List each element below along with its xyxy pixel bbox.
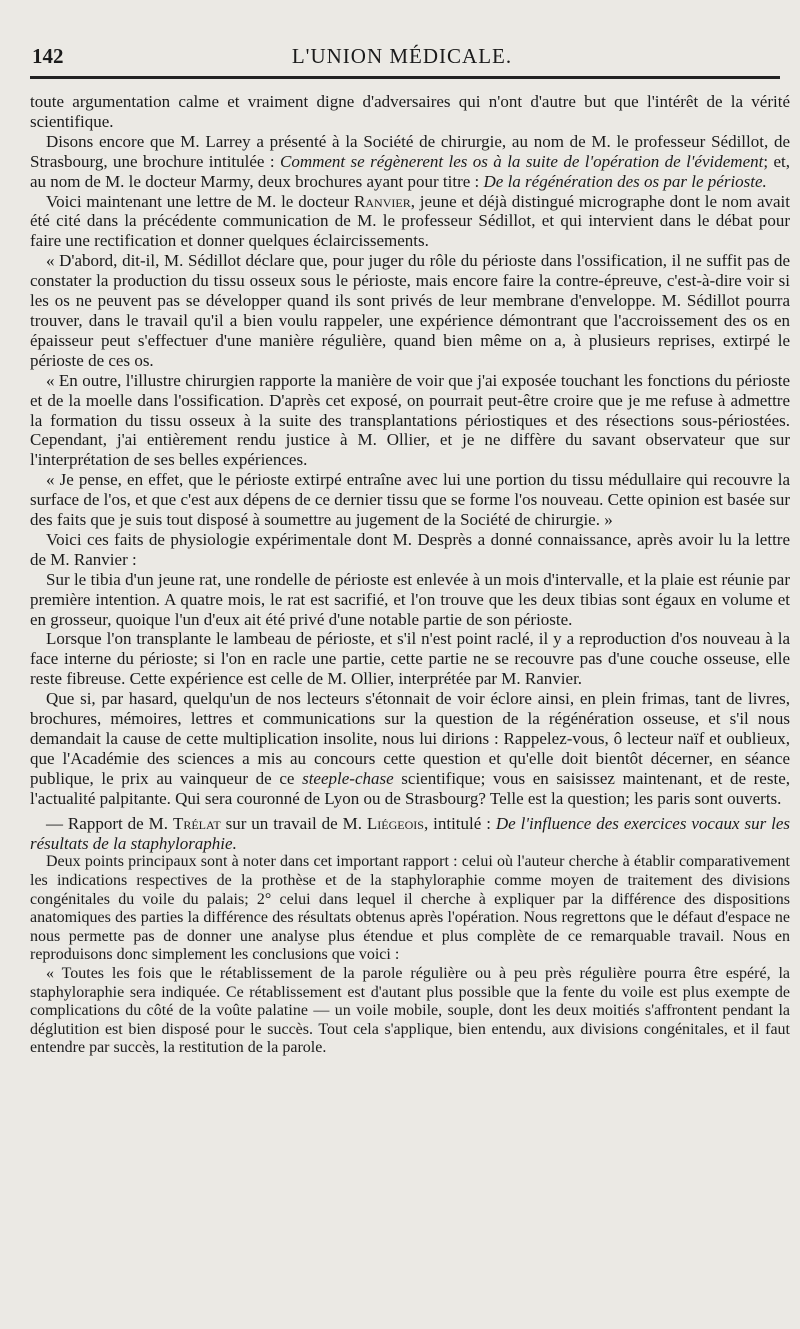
paragraph-text: « Je pense, en effet, que le périoste extirpé entraîne avec lui une portion du tissu médullaire qui recouvre la surface de l'os, et que c'est aux dépens de ce dernier tissu que se forme l'os nouveau. Cette opinion est basée sur des faits que je suis tout disposé à soumettre au jugement de la Société de chirurgie. » bbox=[30, 470, 790, 530]
paragraph-text: ; et, au nom de M. le docteur Marmy, deux brochures ayant pour titre : bbox=[30, 151, 790, 191]
paragraph-text: , jeune et déjà distingué micrographe dont le nom avait été cité dans la précédente communication de M. le professeur Sédillot, et qui intervient dans le débat pour faire une rectification et donner quelques éclaircissements. bbox=[30, 191, 790, 251]
paragraph-text: Deux points principaux sont à noter dans cet important rapport : celui où l'auteur cherche à établir comparativement les indications respectives de la prothèse et de la staphyloraphie comme moyen de traitement des divisions congénitales du voile du palais; 2° celui dans lequel il cherche à expliquer par la différence des dispositions anatomiques des parties la différence des résultats obtenus après l'opération. Nous regrettons que le défaut d'espace ne nous permette pas de donner une analyse plus étendue et plus complète de ce remarquable travail. Nous en reproduisons donc simplement les conclusions que voici : bbox=[30, 853, 790, 964]
article-body bbox=[30, 92, 790, 1058]
running-title: L'UNION MÉDICALE. bbox=[291, 44, 513, 68]
paragraph bbox=[30, 371, 790, 471]
paragraph-text: , intitulé : bbox=[423, 813, 496, 833]
paragraph bbox=[30, 570, 790, 630]
paragraph bbox=[30, 470, 790, 530]
paragraph-text: Que si, par hasard, quelqu'un de nos lecteurs s'étonnait de voir éclore ainsi, en plein frimas, tant de livres, brochures, mémoires, lettres et communications sur la question de la régénération osseuse, et s'il nous demandait la cause de cette multiplication insolite, nous lui dirions : Rappelez-vous, ô lecteur naïf et oublieux, que l'Académie des sciences a mis au concours cette question et qu'elle doit bientôt décerner, en séance publique, le prix au vainqueur de ce bbox=[30, 689, 790, 788]
paragraph-text: Voici maintenant une lettre de M. le docteur bbox=[46, 191, 355, 211]
paragraph bbox=[30, 814, 790, 854]
paragraph-text: toute argumentation calme et vraiment digne d'adversaires qui n'ont d'autre but que l'intérêt de la vérité scientifique. bbox=[30, 92, 790, 131]
paragraph-text: De l'influence des exercices vocaux sur les résultats de la staphyloraphie. bbox=[30, 813, 791, 853]
paragraph bbox=[30, 132, 790, 192]
paragraph bbox=[30, 530, 790, 570]
paragraph-text: De la régénération des os par le périoste. bbox=[483, 171, 767, 191]
paragraph-text: Ranvier bbox=[354, 191, 411, 211]
paragraph-text: — Rapport de M. bbox=[46, 813, 173, 833]
page-number: 142 bbox=[32, 44, 64, 68]
paragraph-text: Disons encore que M. Larrey a présenté à la Société de chirurgie, au nom de M. le professeur Sédillot, de Strasbourg, une brochure intitulée : bbox=[30, 131, 790, 171]
paragraph bbox=[30, 192, 790, 252]
paragraph-text: Lorsque l'on transplante le lambeau de périoste, et s'il n'est point raclé, il y a reproduction d'os nouveau à la face interne du périoste; si l'on en racle une partie, cette partie ne se recouvre pas d'une couche osseuse, elle reste fibreuse. Cette expérience est celle de M. Ollier, interprétée par M. Ranvier. bbox=[30, 629, 790, 689]
paragraph-text: « D'abord, dit-il, M. Sédillot déclare que, pour juger du rôle du périoste dans l'ossification, il ne suffit pas de constater la production du tissu osseux sous le périoste, mais encore faire la contre-épreuve, c'est-à-dire voir si les os ne peuvent pas se développer quand ils sont privés de leur membrane d'enveloppe. M. Sédillot pourra trouver, dans le travail qu'il a bien voulu rappeler, une expérience démontrant que l'accroissement des os en épaisseur peut s'effectuer d'une manière régulière, quand bien même on a, à plusieurs reprises, extirpé le périoste de ces os. bbox=[30, 251, 790, 370]
header-rule bbox=[30, 76, 780, 79]
paragraph bbox=[30, 629, 790, 689]
paragraph-text: scientifique; vous en saisissez maintenant, et de reste, l'actualité palpitante. Qui sera couronné de Lyon ou de Strasbourg? Telle est la question; les paris sont ouverts. bbox=[30, 768, 790, 808]
paragraph bbox=[30, 689, 790, 808]
paragraph-text: steeple-chase bbox=[302, 768, 394, 788]
paragraph-text: Voici ces faits de physiologie expérimentale dont M. Desprès a donné connaissance, après avoir lu la lettre de M. Ranvier : bbox=[30, 529, 790, 569]
paragraph bbox=[30, 965, 790, 1058]
paragraph-text: « Toutes les fois que le rétablissement de la parole régulière ou à peu près régulière pourra être espéré, la staphyloraphie sera indiquée. Ce rétablissement est d'autant plus possible que la fente du voile est plus exempte de complications du côté de la voûte palatine — un voile mobile, souple, dont les deux moitiés s'affrontent pendant la déglutition est bien disposé pour le succès. Tout cela s'applique, bien entendu, aux divisions congénitales, et il faut entendre par succès, la restitution de la parole. bbox=[30, 965, 790, 1057]
paragraph-text: « En outre, l'illustre chirurgien rapporte la manière de voir que j'ai exposée touchant les fonctions du périoste et de la moelle dans l'ossification. D'après cet exposé, on pourrait peut-être croire que je me refuse à admettre la formation du tissu osseux à la suite des transplantations périostiques et des résections sous-périostées. Cependant, j'ai entièrement rendu justice à M. Ollier, et je ne diffère du savant observateur que sur l'interprétation de ses belles expériences. bbox=[30, 370, 790, 470]
paragraph-text: Comment se régènerent les os à la suite de l'opération de l'évidement bbox=[279, 151, 764, 171]
paragraph bbox=[30, 251, 790, 370]
paragraph-text: Liégeois bbox=[366, 813, 424, 833]
paragraph-text: Sur le tibia d'un jeune rat, une rondelle de périoste est enlevée à un mois d'intervalle, et la plaie est réunie par première intention. A quatre mois, le rat est sacrifié, et l'on trouve que les deux tibias sont égaux en volume et en grosseur, quoique l'un d'eux ait été privé d'une notable partie de son périoste. bbox=[30, 569, 790, 629]
paragraph bbox=[30, 853, 790, 965]
paragraph bbox=[30, 92, 790, 132]
paragraph-text: sur un travail de M. bbox=[220, 813, 367, 833]
paragraph-text: Trélat bbox=[172, 813, 221, 833]
page-header bbox=[32, 44, 772, 74]
